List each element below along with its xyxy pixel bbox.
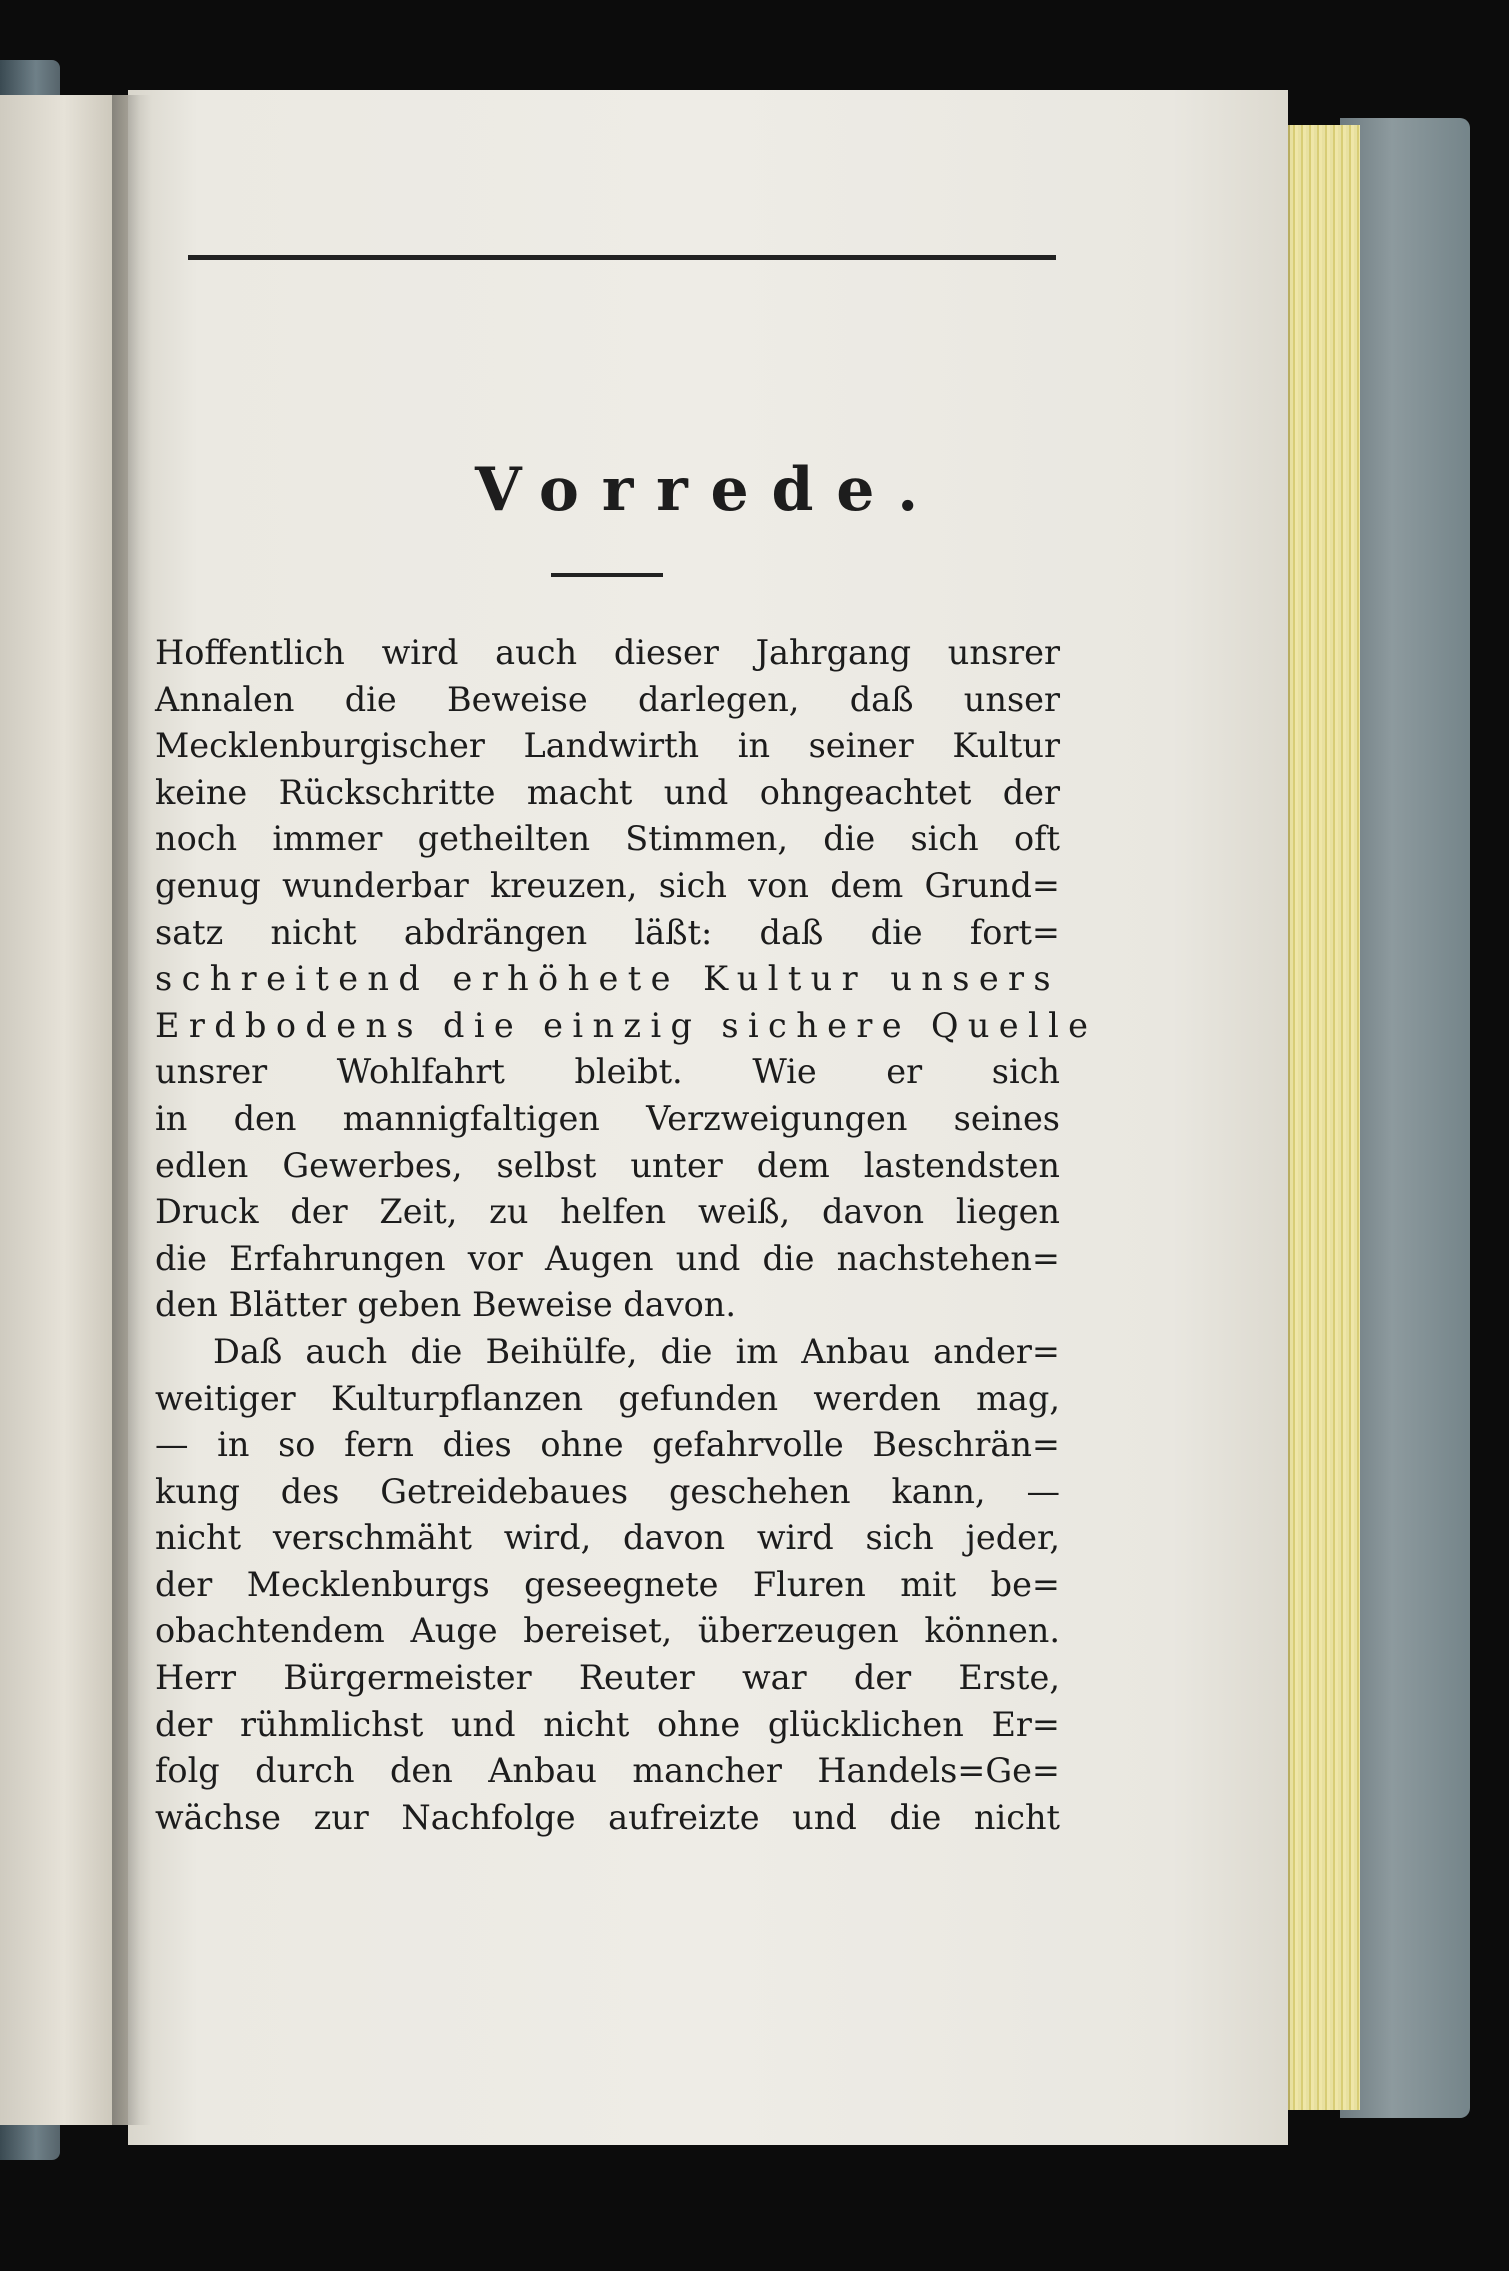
text-line: keine Rückschritte macht und ohngeachtet der [155, 772, 1060, 812]
page-block-edge [1288, 125, 1360, 2110]
text-line: noch immer getheilten Stimmen, die sich oft [155, 819, 1060, 859]
text-line: Hoffentlich wird auch dieser Jahrgang unsrer [155, 633, 1060, 672]
text-line: Annalen die Beweise darlegen, daß unser [155, 679, 1060, 719]
text-line: schreitend erhöhete Kultur unsers [155, 959, 1060, 999]
title-rule [551, 573, 663, 577]
text-line: der Mecklenburgs geseegnete Fluren mit be= [155, 1564, 1060, 1604]
text-line: weitiger Kulturpflanzen gefunden werden mag, [155, 1378, 1060, 1418]
text-line: folg durch den Anbau mancher Handels=Ge= [155, 1751, 1060, 1791]
text-line: satz nicht abdrängen läßt: daß die fort= [155, 912, 1060, 952]
text-line: Daß auch die Beihülfe, die im Anbau ander= [213, 1331, 1060, 1371]
text-line: nicht verschmäht wird, davon wird sich jeder, [155, 1518, 1060, 1558]
text-line: genug wunderbar kreuzen, sich von dem Grund= [155, 865, 1060, 905]
text-line: edlen Gewerbes, selbst unter dem lastendsten [155, 1145, 1060, 1185]
gutter-shadow [112, 95, 152, 2125]
body-text [155, 630, 1098, 1841]
text-line: Mecklenburgischer Landwirth in seiner Kultur [155, 726, 1060, 766]
text-line: in den mannigfaltigen Verzweigungen seines [155, 1098, 1060, 1138]
text-line: Druck der Zeit, zu helfen weiß, davon liegen [155, 1192, 1060, 1232]
text-line: obachtendem Auge bereiset, überzeugen können. [155, 1611, 1060, 1651]
header-rule [188, 255, 1056, 260]
text-line: der rühmlichst und nicht ohne glücklichen Er= [155, 1704, 1060, 1744]
text-line: die Erfahrungen vor Augen und die nachstehen= [155, 1238, 1060, 1278]
text-line: den Blätter geben Beweise davon. [155, 1285, 737, 1325]
left-page-edge [0, 95, 128, 2125]
text-line: unsrer Wohlfahrt bleibt. Wie er sich [155, 1052, 1060, 1092]
page-title: Vorrede. [475, 455, 941, 525]
text-line: kung des Getreidebaues geschehen kann, — [155, 1471, 1060, 1511]
text-line: Erdbodens die einzig sichere Quelle [155, 1005, 1098, 1045]
text-line: — in so fern dies ohne gefahrvolle Beschrän= [155, 1425, 1060, 1465]
text-line: wächse zur Nachfolge aufreizte und die nicht [155, 1797, 1060, 1837]
text-line: Herr Bürgermeister Reuter war der Erste, [155, 1658, 1060, 1698]
